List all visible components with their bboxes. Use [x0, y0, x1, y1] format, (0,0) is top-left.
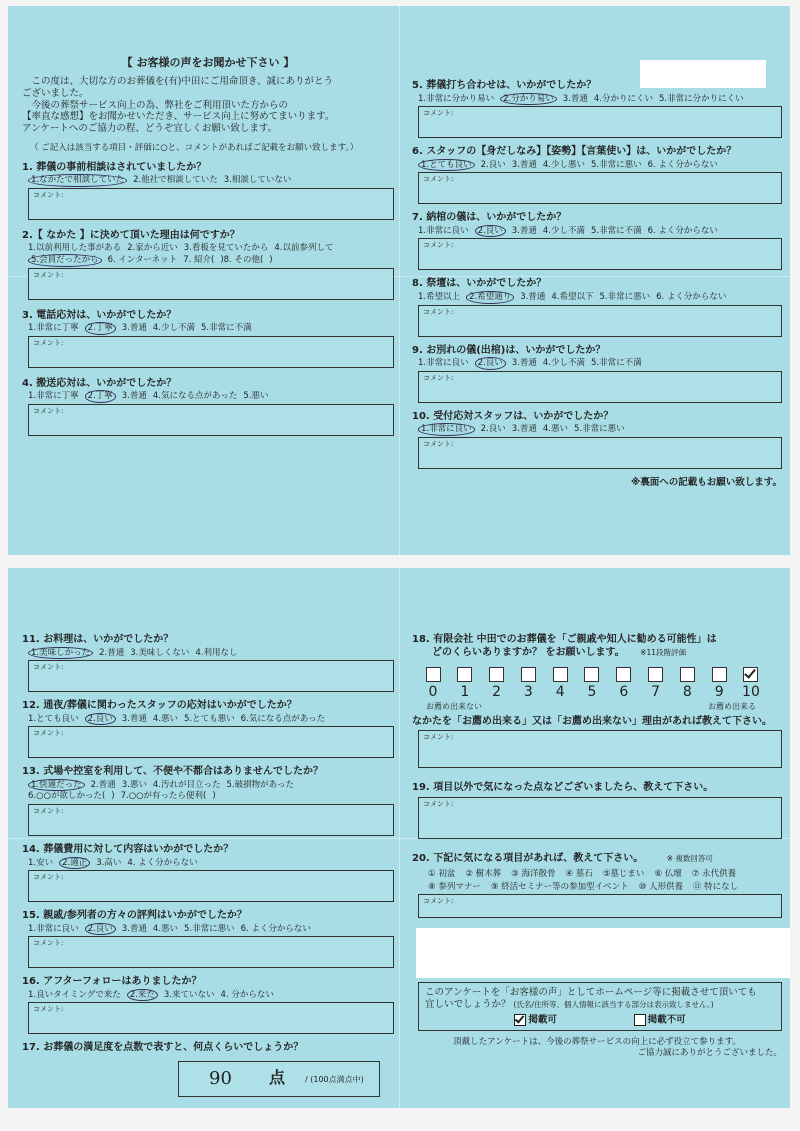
interest-item[interactable]: ⑥ 仏壇: [654, 869, 682, 879]
answer-option[interactable]: 5.非常に悪い: [599, 291, 651, 302]
answer-option[interactable]: 1.非常に良い: [418, 423, 475, 436]
back-side-note: ※裏面への記載もお願い致します。: [631, 476, 782, 488]
comment-box[interactable]: [418, 305, 782, 337]
answer-option[interactable]: 5.会員だったから: [28, 254, 102, 267]
survey-sheet-front: [8, 6, 790, 555]
question-title: 3. 電話応対は、いかがでしたか？: [22, 309, 177, 321]
interest-item[interactable]: ⑧ 参列マナー: [428, 881, 481, 892]
scale-option[interactable]: [645, 667, 667, 702]
answer-option[interactable]: 1.非常に丁寧: [28, 323, 79, 334]
question-title: 16. アフターフォローはありましたか？: [22, 976, 202, 988]
footer-line: 頂戴したアンケートは、今後の葬祭サービスの向上に必ず役立て参ります。: [453, 1037, 741, 1048]
reason-prompt: なかたを「お薦め出来る」又は「お薦め出来ない」理由があれば教えて下さい。: [412, 715, 772, 727]
answer-options: [28, 323, 394, 334]
question-title: 20. 下記に気になる項目があれば、教えて下さい。: [412, 852, 644, 864]
answer-option[interactable]: 1.非常に分かり易い: [418, 93, 495, 104]
answer-option[interactable]: 4.以前参列して: [274, 243, 334, 254]
answer-options: [418, 358, 782, 369]
scale-number: 2: [492, 684, 502, 700]
comment-box[interactable]: [28, 804, 394, 836]
scale-option[interactable]: [676, 667, 698, 702]
back-left-column: [22, 634, 394, 1097]
scale-high-label: お薦め出来る: [708, 701, 756, 711]
answer-option[interactable]: 4.分かりにくい: [593, 93, 653, 104]
answer-option[interactable]: ): [212, 791, 216, 802]
scale-checkbox[interactable]: [553, 667, 568, 682]
scale-option[interactable]: [549, 667, 571, 702]
answer-option[interactable]: 4.少し不満: [152, 323, 195, 334]
comment-label: コメント:: [423, 799, 454, 808]
answer-option[interactable]: 2.良い: [85, 923, 116, 936]
answer-option[interactable]: 4. よく分からない: [127, 857, 198, 868]
comment-label: コメント:: [423, 241, 454, 250]
consent-choices: [425, 1014, 775, 1026]
comment-box[interactable]: [418, 730, 782, 768]
answer-option[interactable]: 6.気になる点があった: [240, 713, 326, 724]
survey-question: [22, 976, 394, 1034]
answer-option[interactable]: 3.普通: [121, 391, 147, 402]
scale-option[interactable]: [581, 667, 603, 702]
answer-option[interactable]: 1.非常に良い: [418, 358, 469, 368]
comment-label: コメント:: [33, 338, 64, 347]
score-unit: 点: [269, 1067, 286, 1087]
comment-box[interactable]: [28, 268, 394, 300]
score-max: / (100点満点中): [305, 1074, 364, 1084]
answer-option[interactable]: )8. その他(: [220, 255, 264, 265]
comment-box[interactable]: [418, 894, 782, 918]
scale-number: 8: [682, 684, 692, 700]
survey-title: 【 お客様の声をお聞かせ下さい 】: [121, 56, 295, 69]
survey-question: [22, 844, 394, 902]
consent-no-checkbox[interactable]: [634, 1014, 646, 1026]
intro-line: ございました。: [22, 87, 89, 99]
question-title: 5. 葬儀打ち合わせは、いかがでしたか？: [412, 80, 597, 91]
answer-option[interactable]: 2.普通: [90, 779, 116, 790]
answer-option[interactable]: 2.普通: [99, 647, 125, 658]
answer-option[interactable]: 1.以前利用した事がある: [28, 243, 122, 254]
answer-options: [28, 255, 394, 266]
answer-option[interactable]: 6. インターネット: [107, 255, 178, 265]
answer-option[interactable]: 5.悪い: [243, 391, 269, 402]
answer-options: [28, 924, 394, 935]
question-title-line2: どのくらいありますか？ をお願いします。: [432, 646, 625, 658]
intro-text: [22, 76, 394, 135]
answer-options: [418, 424, 782, 435]
interest-item[interactable]: ② 樹木葬: [465, 869, 502, 879]
answer-option[interactable]: 4.気になる点があった: [152, 391, 238, 402]
survey-question: [412, 345, 782, 403]
scale-option[interactable]: [740, 667, 762, 702]
answer-option[interactable]: 3.相談していない: [223, 175, 292, 186]
consent-question: 宜しいでしょうか？: [425, 999, 511, 1011]
answer-options: [28, 391, 394, 402]
consent-privacy-note: (氏名/住所等、個人情報に該当する部分は表示致しません。): [513, 1000, 714, 1010]
answer-option[interactable]: 2.良い: [85, 713, 116, 726]
survey-question: [22, 378, 394, 436]
answer-option[interactable]: 1.美味しかった: [28, 647, 93, 660]
comment-box[interactable]: [28, 188, 394, 220]
consent-yes-checkbox[interactable]: [514, 1014, 526, 1026]
scale-option[interactable]: [454, 667, 476, 702]
answer-option[interactable]: 3.高い: [96, 857, 122, 868]
scale-number: 1: [460, 684, 470, 700]
comment-box[interactable]: [418, 106, 782, 138]
answer-option[interactable]: 1.とても良い: [28, 713, 79, 724]
scale-checkbox[interactable]: [489, 667, 504, 682]
score-field[interactable]: [178, 1061, 380, 1097]
comment-label: コメント:: [423, 109, 454, 118]
comment-label: コメント:: [423, 307, 454, 316]
scale-checkbox[interactable]: [680, 667, 695, 682]
scale-checkbox[interactable]: [743, 667, 758, 682]
answer-options: [28, 858, 394, 869]
question-title: 11. お料理は、いかがでしたか？: [22, 634, 174, 645]
question-title: 15. 親戚/参列者の方々の評判はいかがでしたか？: [22, 910, 247, 922]
comment-label: コメント:: [33, 190, 64, 199]
answer-option[interactable]: 3.普通: [520, 291, 546, 302]
comment-box[interactable]: [418, 437, 782, 469]
scale-checkbox[interactable]: [457, 667, 472, 682]
back-right-column: [412, 634, 782, 1059]
answer-option[interactable]: 3.美味しくない: [130, 647, 190, 658]
answer-option[interactable]: 7. 紹介(: [183, 255, 215, 265]
answer-option[interactable]: 2.良い: [475, 225, 506, 238]
scale-option[interactable]: [422, 667, 444, 702]
comment-label: コメント:: [423, 175, 454, 184]
survey-question: [22, 162, 394, 220]
scale-checkbox[interactable]: [521, 667, 536, 682]
comment-box[interactable]: [418, 238, 782, 270]
scale-checkbox[interactable]: [426, 667, 441, 682]
question-17: [22, 1042, 394, 1097]
front-right-column: [412, 80, 782, 489]
scale-option[interactable]: [517, 667, 539, 702]
answer-option[interactable]: 6.○○が欲しかった(: [28, 791, 106, 802]
comment-label: コメント:: [423, 733, 454, 741]
question-title: 14. 葬儀費用に対して内容はいかがでしたか？: [22, 844, 234, 855]
comment-box[interactable]: [28, 936, 394, 968]
answer-option[interactable]: 3.普通: [121, 923, 147, 934]
interest-item[interactable]: ③ 海洋散骨: [511, 869, 556, 879]
scale-number: 3: [523, 684, 533, 700]
answer-option[interactable]: 7.○○が有ったら便利(: [120, 791, 207, 802]
answer-option[interactable]: 5.とても悪い: [184, 713, 235, 724]
interest-item[interactable]: ⑨ 終活セミナー等の参加型イベント: [490, 881, 629, 892]
scale-number: 6: [619, 684, 629, 700]
question-title: 7. 納棺の儀は、いかがでしたか？: [412, 212, 567, 224]
interest-item[interactable]: ⑤墓じまい: [602, 869, 645, 879]
comment-box[interactable]: [28, 870, 394, 902]
answer-option[interactable]: 3.普通: [121, 713, 147, 724]
answer-option[interactable]: 2.他社で相談していた: [133, 175, 218, 186]
answer-option[interactable]: 4.少し不満: [542, 225, 585, 236]
survey-question: [412, 411, 782, 469]
question-title: 6. スタッフの【身だしなみ】【姿勢】【言葉使い】は、いかがでしたか？: [412, 146, 737, 158]
answer-option[interactable]: 3.来ていない: [163, 989, 215, 1000]
answer-options: [418, 94, 782, 105]
comment-label: コメント:: [33, 406, 64, 415]
answer-option[interactable]: 1.希望以上: [418, 291, 461, 302]
intro-line: この度は、大切な方のお葬儀を(有)中田にご用命頂き、誠にありがとう: [31, 75, 334, 87]
survey-question: [22, 310, 394, 368]
answer-option[interactable]: 2.分かり易い: [500, 93, 557, 106]
consent-line2: [425, 999, 775, 1011]
comment-label: コメント:: [33, 1005, 64, 1014]
intro-line: 【率直な感想】をお聞かせいただき、サービス向上に努めてまいります。: [22, 111, 335, 123]
survey-question: [22, 910, 394, 968]
answer-option[interactable]: 2.適正: [59, 857, 90, 870]
answer-option[interactable]: ): [111, 791, 115, 802]
scale-low-label: お薦め出来ない: [426, 701, 482, 711]
answer-options: [28, 175, 394, 186]
redacted-area: [416, 928, 790, 978]
scale-option[interactable]: [708, 667, 730, 702]
comment-box[interactable]: [418, 371, 782, 403]
comment-label: コメント:: [423, 439, 454, 448]
consent-line: このアンケートを「お客様の声」としてホームページ等に掲載させて頂いても: [425, 987, 757, 999]
answer-option[interactable]: 2.良い: [475, 357, 506, 370]
survey-question: [22, 700, 394, 758]
scale-labels: [426, 702, 756, 712]
comment-label: コメント:: [423, 373, 454, 382]
answer-option[interactable]: 1.快適だった: [28, 779, 85, 792]
comment-box[interactable]: [28, 404, 394, 436]
footer-line: ご協力誠にありがとうございました。: [637, 1048, 782, 1058]
answer-option[interactable]: 5.非常に分かりにくい: [659, 93, 744, 104]
question-title: 13. 式場や控室を利用して、不便や不都合はありませんでしたか？: [22, 766, 323, 778]
comment-label: コメント:: [33, 939, 64, 948]
consent-yes-label: 掲載可: [528, 1014, 557, 1026]
scale-checkbox[interactable]: [616, 667, 631, 682]
comment-box[interactable]: [418, 172, 782, 204]
answer-option[interactable]: 5.非常に悪い: [591, 159, 642, 170]
answer-option[interactable]: 1.良いタイミングで来た: [28, 989, 121, 1000]
answer-option[interactable]: 6. よく分からない: [656, 291, 727, 302]
answer-option[interactable]: 1.非常に良い: [28, 923, 79, 934]
answer-option[interactable]: 4.利用なし: [195, 647, 238, 658]
scale-checkbox[interactable]: [584, 667, 599, 682]
question-18: [412, 634, 782, 768]
answer-option[interactable]: 5.非常に悪い: [184, 923, 235, 934]
answer-options: [418, 226, 782, 237]
answer-option[interactable]: 4.悪い: [152, 923, 178, 934]
answer-option[interactable]: 2.丁寧: [85, 390, 116, 403]
answer-option[interactable]: 4.汚れが目立った: [152, 779, 221, 790]
comment-label: コメント:: [33, 270, 64, 279]
answer-option[interactable]: 3.普通: [511, 358, 537, 368]
scale-number: 5: [587, 684, 597, 700]
answer-options: [28, 714, 394, 725]
question-title: 10. 受付応対スタッフは、いかがでしたか？: [412, 410, 614, 422]
scale-number: 7: [651, 684, 661, 700]
scale-checkbox[interactable]: [712, 667, 727, 682]
answer-option[interactable]: 2.来た: [127, 989, 158, 1002]
interest-item[interactable]: ① 初盆: [428, 869, 456, 879]
answer-option[interactable]: 1.なかたで相談していた: [28, 174, 127, 187]
question-title-cont: [432, 647, 782, 660]
scale-checkbox[interactable]: [648, 667, 663, 682]
answer-option[interactable]: 5.非常に不満: [591, 225, 642, 236]
answer-option[interactable]: 5.非常に不満: [201, 323, 252, 334]
answer-option[interactable]: 3.普通: [511, 225, 537, 236]
answer-option[interactable]: 4.少し悪い: [542, 159, 585, 170]
interest-items: [428, 869, 782, 892]
recommend-scale: [422, 667, 762, 702]
answer-option[interactable]: 6. よく分からない: [647, 159, 718, 170]
question-title: 8. 祭壇は、いかがでしたか？: [412, 278, 547, 290]
scale-number: 10: [742, 684, 760, 700]
grade-note: ※11段階評価: [640, 647, 686, 657]
scale-option[interactable]: [486, 667, 508, 702]
interest-item[interactable]: ⑩ 人形供養: [638, 881, 683, 892]
answer-option[interactable]: 3.普通: [562, 93, 588, 104]
score-value: 90: [209, 1067, 232, 1089]
answer-options: [418, 292, 782, 303]
comment-box[interactable]: [418, 797, 782, 839]
question-title: 17. お葬儀の満足度を点数で表すと、何点くらいでしょうか？: [22, 1042, 304, 1054]
question-20: [412, 853, 782, 919]
question-title-row: [412, 853, 782, 866]
answer-option[interactable]: 4.希望以下: [551, 291, 594, 302]
scale-number: 0: [428, 684, 438, 700]
comment-label: コメント:: [33, 663, 64, 672]
answer-option[interactable]: 1.非常に良い: [418, 225, 469, 236]
comment-label: コメント:: [423, 897, 454, 906]
answer-options: [28, 780, 394, 791]
answer-option[interactable]: 1.非常に丁寧: [28, 391, 79, 402]
survey-question: [22, 766, 394, 836]
answer-option[interactable]: 6. よく分からない: [240, 923, 311, 934]
question-title: 18. 有限会社 中田でのお葬儀を「ご親戚や知人に勧める可能性」は: [412, 634, 717, 645]
answer-option[interactable]: 3.普通: [511, 424, 537, 435]
interest-item[interactable]: ⑪ 特になし: [692, 881, 739, 892]
answer-option[interactable]: ): [269, 255, 273, 265]
comment-box[interactable]: [28, 336, 394, 368]
scale-number: 4: [555, 684, 565, 700]
comment-box[interactable]: [28, 1002, 394, 1034]
question-19: [412, 782, 782, 839]
answer-option[interactable]: 2.良い: [480, 159, 506, 170]
intro-line: アンケートへのご協力の程、どうぞ宜しくお願い致します。: [22, 123, 278, 135]
survey-question: [412, 146, 782, 204]
answer-option[interactable]: 2.家から近い: [127, 243, 178, 254]
answer-option[interactable]: 1.安い: [28, 857, 54, 868]
question-title: 1. 葬儀の事前相談はされていましたか？: [22, 161, 207, 173]
interest-item[interactable]: ④ 墓石: [565, 869, 593, 879]
instruction-note: （ ご記入は該当する項目・評価に○と、コメントがあればご記載をお願い致します。）: [30, 143, 359, 154]
answer-options: [28, 243, 394, 254]
answer-option[interactable]: 5.非常に悪い: [574, 424, 625, 435]
answer-option[interactable]: 5.非常に不満: [591, 358, 642, 368]
consent-no-label: 掲載不可: [647, 1014, 686, 1026]
survey-question: [22, 230, 394, 300]
comment-label: コメント:: [33, 729, 64, 738]
multi-answer-note: ※ 複数回答可: [666, 853, 713, 863]
survey-sheet-back: [8, 568, 790, 1108]
answer-option[interactable]: 4.悪い: [542, 424, 568, 435]
answer-option[interactable]: 4.悪い: [152, 713, 178, 724]
intro-line: 今後の葬祭サービス向上の為、弊社をご利用頂いた方からの: [31, 99, 289, 111]
comment-box[interactable]: [28, 660, 394, 692]
answer-options: [418, 160, 782, 171]
answer-option[interactable]: 1.とても良い: [418, 159, 475, 172]
answer-option[interactable]: 2.丁寧: [85, 322, 116, 335]
answer-option[interactable]: 5.破損物があった: [226, 779, 295, 790]
question-title: 12. 通夜/葬儀に関わったスタッフの応対はいかがでしたか？: [22, 700, 297, 712]
survey-question: [412, 278, 782, 336]
survey-question: [412, 80, 782, 138]
comment-label: コメント:: [33, 807, 64, 815]
survey-question: [22, 634, 394, 692]
answer-options: [28, 990, 394, 1001]
publish-consent: [418, 982, 782, 1031]
survey-question: [412, 212, 782, 270]
scale-option[interactable]: [613, 667, 635, 702]
answer-option[interactable]: 4.少し不満: [542, 358, 585, 368]
answer-option[interactable]: 2.良い: [480, 424, 506, 435]
answer-option[interactable]: 4. 分からない: [220, 989, 274, 1000]
comment-box[interactable]: [28, 726, 394, 758]
answer-option[interactable]: 3.悪い: [121, 779, 147, 790]
comment-label: コメント:: [33, 873, 64, 882]
answer-option[interactable]: 6. よく分からない: [647, 225, 718, 236]
front-left-column: [22, 6, 394, 446]
answer-option[interactable]: 3.普通: [511, 159, 537, 170]
question-title: 4. 搬送応対は、いかがでしたか？: [22, 377, 177, 389]
question-title: 2.【 なかた 】に決めて頂いた理由は何ですか？: [22, 229, 240, 241]
answer-options: [28, 791, 394, 802]
scale-number: 9: [714, 684, 724, 700]
question-title: 9. お別れの儀(出棺)は、いかがでしたか？: [412, 344, 606, 356]
answer-option[interactable]: 3.普通: [121, 323, 147, 334]
answer-options: [28, 648, 394, 659]
answer-option[interactable]: 3.看板を見ていたから: [183, 243, 269, 254]
question-title: 19. 項目以外で気になった点などございましたら、教えて下さい。: [412, 782, 714, 793]
interest-item[interactable]: ⑦ 永代供養: [691, 869, 737, 879]
answer-option[interactable]: 2.希望通り: [466, 291, 514, 304]
